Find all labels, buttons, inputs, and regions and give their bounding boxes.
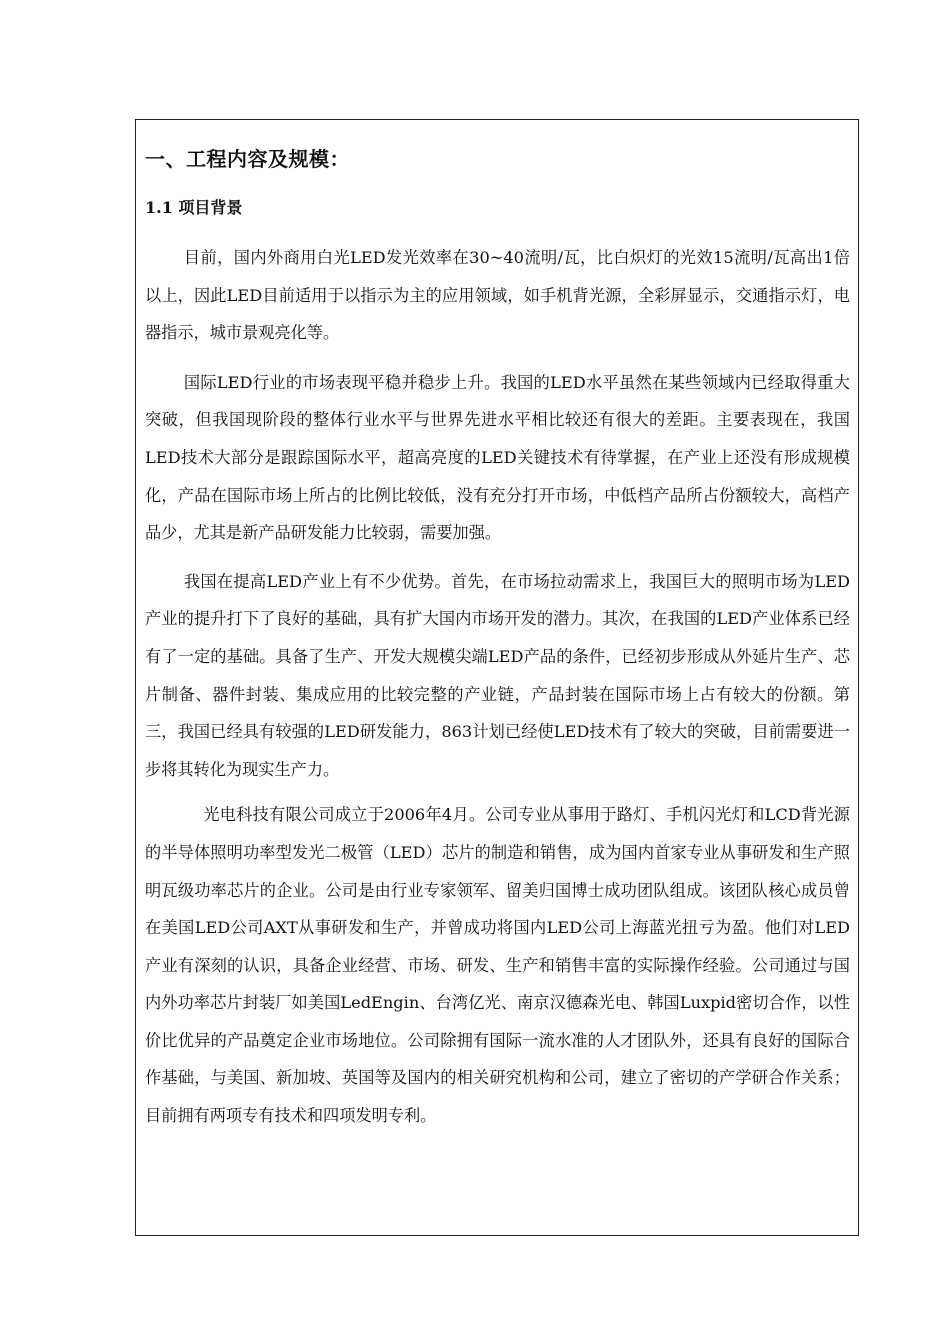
paragraph-led-efficiency: 目前，国内外商用白光LED发光效率在30~40流明/瓦，比白炽灯的光效15流明/瓦高出1倍以上，因此LED目前适用于以指示为主的应用领域，如手机背光源，全彩屏显示，交通指示灯，电器指示，城市景观亮化等。 bbox=[145, 248, 850, 343]
subsection-title: 1.1 项目背景 bbox=[145, 198, 243, 217]
paragraph-industry-gap: 国际LED行业的市场表现平稳并稳步上升。我国的LED水平虽然在某些领域内已经取得重大突破，但我国现阶段的整体行业水平与世界先进水平相比较还有很大的差距。主要表现在，我国LED技术大部分是跟踪国际水平，超高亮度的LED关键技术有待掌握，在产业上还没有形成规模化，产品在国际市场上所占的比例比较低，没有充分打开市场，中低档产品所占份额较大，高档产品少，尤其是新产品研发能力比较弱，需要加强。 bbox=[145, 372, 850, 543]
paragraph-company-profile: 光电科技有限公司成立于2006年4月。公司专业从事用于路灯、手机闪光灯和LCD背光源的半导体照明功率型发光二极管（LED）芯片的制造和销售，成为国内首家专业从事研发和生产照明瓦级功率芯片的企业。公司是由行业专家领军、留美归国博士成功团队组成。该团队核心成员曾在美国LED公司AXT从事研发和生产，并曾成功将国内LED公司上海蓝光扭亏为盈。他们对LED产业有深刻的认识，具备企业经营、市场、研发、生产和销售丰富的实际操作经验。公司通过与国内外功率芯片封装厂如美国LedEngin、台湾亿光、南京汉德森光电、韩国Luxpid密切合作，以性价比优异的产品奠定企业市场地位。公司除拥有国际一流水准的人才团队外，还具有良好的国际合作基础，与美国、新加坡、英国等及国内的相关研究机构和公司，建立了密切的产学研合作关系；目前拥有两项专有技术和四项发明专利。 bbox=[145, 805, 850, 1126]
paragraph-domestic-advantages: 我国在提高LED产业上有不少优势。首先，在市场拉动需求上，我国巨大的照明市场为LED产业的提升打下了良好的基础，具有扩大国内市场开发的潜力。其次，在我国的LED产业体系已经有了一定的基础。具备了生产、开发大规模尖端LED产品的条件，已经初步形成从外延片生产、芯片制备、器件封装、集成应用的比较完整的产业链，产品封装在国际市场上占有较大的份额。第三，我国已经具有较强的LED研发能力，863计划已经使LED技术有了较大的突破，目前需要进一步将其转化为现实生产力。 bbox=[145, 571, 850, 779]
section-title: 一、工程内容及规模： bbox=[145, 147, 350, 171]
content-frame bbox=[135, 119, 859, 1236]
